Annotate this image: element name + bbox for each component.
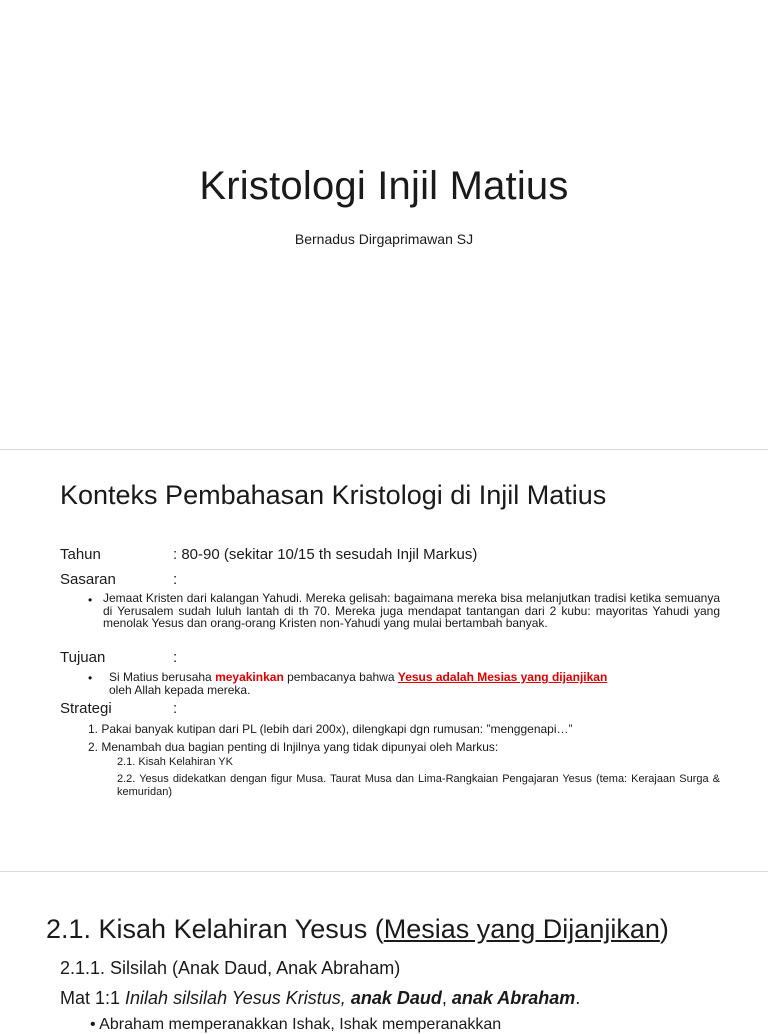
verse-italic: Inilah silsilah Yesus Kristus,: [125, 988, 351, 1008]
sasaran-label: Sasaran: [60, 571, 116, 588]
context-slide: [0, 450, 768, 872]
tujuan-text-pre: Si Matius berusaha: [109, 670, 216, 684]
verse-period: .: [575, 988, 581, 1008]
sasaran-bullet: Jemaat Kristen dari kalangan Yahudi. Mereka gelisah: bagaimana mereka bisa melanjutkan tradisi ketika semuanya di Yerusalem sudah luluh lantah di th 70. Mereka juga mendapat tantangan dari 2 kubu: mayoritas Yahudi yang menolak Yesus dan orang-orang Kristen non-Yahudi yang mulai bertambah banyak.: [103, 591, 720, 630]
strategi-row: [60, 700, 177, 717]
strategi-label: Strategi: [60, 700, 112, 717]
verse-line: [60, 988, 580, 1009]
title-post: ): [659, 914, 669, 944]
title-pre: 2.1. Kisah Kelahiran Yesus (: [46, 914, 384, 944]
tujuan-text-post: oleh Allah kepada mereka.: [109, 682, 251, 697]
tahun-label: Tahun: [60, 546, 101, 563]
slide-title: Konteks Pembahasan Kristologi di Injil Matius: [60, 480, 607, 510]
verse-bold-abraham: anak Abraham: [451, 988, 576, 1008]
presentation-title: Kristologi Injil Matius: [199, 164, 569, 208]
strategi-subitem-2: 2.2. Yesus didekatkan dengan figur Musa. Taurat Musa dan Lima-Rangkaian Pengajaran Yesus (tema: Kerajaan Surga & kemuridan): [117, 773, 720, 798]
sasaran-colon: :: [173, 571, 178, 588]
strategi-colon: :: [173, 700, 178, 717]
strategi-item-2: 2. Menambah dua bagian penting di Injilnya yang tidak dipunyai oleh Markus:: [88, 740, 499, 754]
bullet-icon: •: [88, 593, 93, 607]
cut-off-bullet: • Abraham memperanakkan Ishak, Ishak memperanakkan: [90, 1016, 502, 1033]
sasaran-row: [60, 571, 177, 588]
verse-ref: Mat 1:1: [60, 988, 126, 1008]
tujuan-text-mid: pembacanya bahwa: [283, 670, 398, 684]
tahun-row: [60, 546, 477, 563]
tujuan-highlight-meyakinkan: meyakinkan: [215, 670, 284, 684]
tahun-value: : 80-90 (sekitar 10/15 th sesudah Injil Markus): [173, 546, 478, 563]
bullet-icon: •: [88, 671, 93, 685]
title-slide: [0, 0, 768, 450]
tujuan-label: Tujuan: [60, 649, 106, 666]
tujuan-highlight-mesias: Yesus adalah Mesias yang dijanjikan: [397, 670, 608, 684]
verse-comma: ,: [441, 988, 452, 1008]
slide-title: [46, 914, 669, 945]
verse-bold-daud: anak Daud: [350, 988, 442, 1008]
title-underlined: Mesias yang Dijanjikan: [383, 914, 660, 944]
tujuan-bullet: [109, 671, 720, 696]
birth-story-slide: [0, 872, 768, 1033]
tujuan-colon: :: [173, 649, 178, 666]
author-name: Bernadus Dirgaprimawan SJ: [294, 231, 474, 247]
tujuan-row: [60, 649, 177, 666]
strategi-item-1: 1. Pakai banyak kutipan dari PL (lebih dari 200x), dilengkapi dgn rumusan: ”menggenapi…”: [88, 722, 573, 736]
subheading: 2.1.1. Silsilah (Anak Daud, Anak Abraham): [60, 958, 401, 978]
strategi-subitem-1: 2.1. Kisah Kelahiran YK: [117, 756, 233, 768]
